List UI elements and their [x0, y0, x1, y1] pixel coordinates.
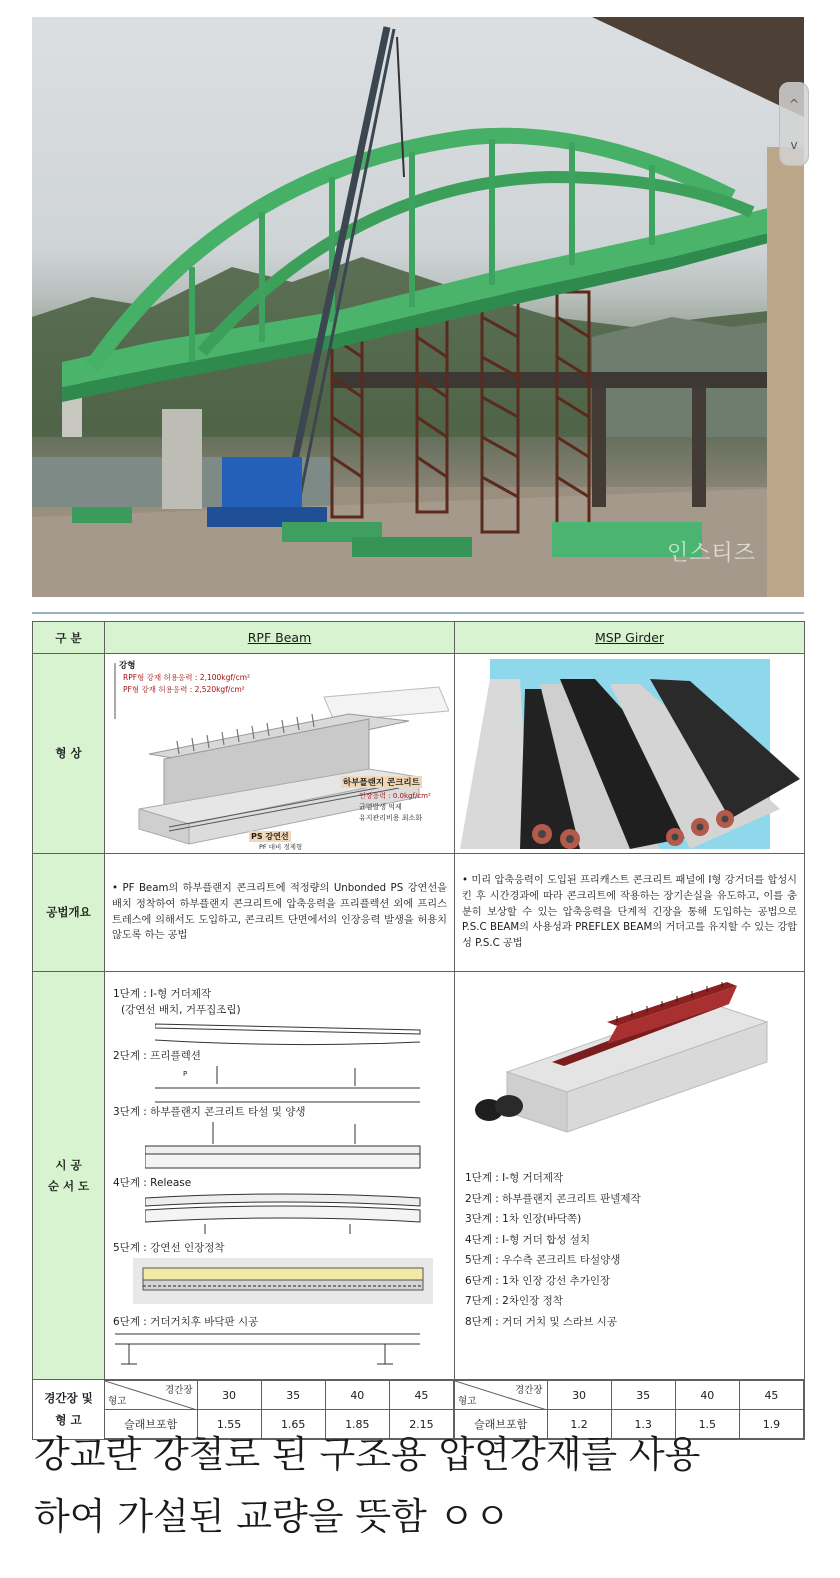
rpf-beam-figure	[109, 659, 449, 849]
msp-span-header-row	[455, 1381, 804, 1410]
rpf-note-line2: PF형 강재 허용응력 : 2,520kgf/cm²	[123, 684, 245, 694]
rpf-diag-top: 경간장	[164, 1385, 193, 1396]
rpf-note-tag: 강형	[119, 660, 136, 671]
rpf-step-2: 2단계 : 프리플렉션	[113, 1050, 201, 1062]
rpf-diag-bottom: 형고	[108, 1396, 127, 1407]
rpf-step-6: 6단계 : 거더거치후 바닥판 시공	[113, 1316, 259, 1328]
msp-step-5: 5단계 : 우수측 콘크리트 타설양생	[465, 1254, 621, 1266]
msp-step-6: 6단계 : 1차 인장 강선 추가인장	[465, 1274, 611, 1287]
rpf-step-1: 1단계 : I-형 거더제작	[113, 988, 212, 1000]
procedure-row	[33, 972, 805, 1380]
caption-line-2: 하여 가설된 교량을 뜻함 ㅇㅇ	[34, 1495, 510, 1538]
msp-step-8: 8단계 : 거더 거치 및 스라브 시공	[465, 1315, 617, 1328]
rpf-step-1-diagram	[155, 1020, 425, 1050]
rpf-step-1-sub: (강연선 배치, 거푸집조립)	[121, 1004, 241, 1016]
header-msp-label: MSP Girder	[594, 630, 665, 645]
rpf-method-text: • PF Beam의 하부플랜지 콘크리트에 적정량의 Unbonded PS 강연선을 배치 정착하여 하부플랜지 콘크리트에 압축응력을 프리플렉션 외에 프리스트레스에 의해서도 도입하고, 콘크리트 단면에서의 인장응력 발생을 허용치 않도록 하는 공법	[105, 854, 455, 972]
table-header-row	[33, 622, 805, 654]
rpf-note-line1: RPF형 강재 허용응력 : 2,100kgf/cm²	[123, 672, 251, 682]
rpf-span-diag-cell	[105, 1381, 197, 1410]
header-rpf	[105, 622, 455, 654]
rpf-span-35: 35	[261, 1381, 325, 1410]
comparison-table	[32, 621, 805, 1440]
shape-label: 형 상	[33, 654, 105, 854]
msp-diag-bottom: 형고	[458, 1396, 477, 1407]
rpf-step-4-diagram	[145, 1190, 425, 1235]
caption-line-1: 강교란 강철로 된 구조용 압연강재를 사용	[34, 1433, 701, 1476]
msp-height-35: 1.3	[611, 1410, 675, 1439]
rpf-height-label: 슬래브포함	[105, 1410, 197, 1439]
msp-step-7: 7단계 : 2차인장 정착	[465, 1295, 563, 1307]
msp-height-45: 1.9	[739, 1410, 803, 1439]
rpf-step-3: 3단계 : 하부플랜지 콘크리트 타설 및 양생	[113, 1106, 306, 1118]
header-msp	[455, 622, 805, 654]
msp-procedure-cell	[455, 972, 805, 1380]
msp-height-40: 1.5	[675, 1410, 739, 1439]
rpf-step-5-diagram	[133, 1258, 433, 1304]
rpf-step-2-diagram	[155, 1066, 425, 1106]
shape-row	[33, 654, 805, 854]
msp-method-text: • 미리 압축응력이 도입된 프리캐스트 콘크리트 패널에 I형 강거더를 합성시킨 후 시간경과에 따라 콘크리트에 작용하는 장기손실을 유도하고, 이를 충분히 보상할 수 있는 압축응력을 단계적 긴장을 통해 도입하는 공법으로 P.S.C BEAM의 사용성과 PREFLEX BEAM의 거더고를 유지할 수 있는 강합성 P.S.C 공법	[455, 854, 805, 972]
rpf-procedure-cell	[105, 972, 455, 1380]
msp-step-4: 4단계 : I-형 거더 합성 설치	[465, 1233, 591, 1246]
scroll-down-icon[interactable]: v	[790, 137, 798, 152]
rpf-span-header-row	[105, 1381, 454, 1410]
msp-step-1: 1단계 : I-형 거더제작	[465, 1172, 564, 1184]
scroll-up-icon[interactable]: ^	[788, 96, 800, 111]
rpf-lower-title: 하부플랜지 콘크리트	[343, 777, 420, 788]
msp-step-list	[465, 1168, 641, 1332]
span-label-line2: 형 고	[55, 1412, 82, 1427]
rpf-span-30: 30	[197, 1381, 261, 1410]
header-category: 구 분	[33, 622, 105, 654]
rpf-step-5: 5단계 : 강연선 인장정착	[113, 1242, 225, 1254]
rpf-height-35: 1.65	[261, 1410, 325, 1439]
msp-girder-drawing	[460, 659, 800, 849]
msp-diag-top: 경간장	[514, 1385, 543, 1396]
bridge-illustration	[32, 17, 804, 597]
document-rule	[32, 612, 804, 614]
msp-span-30: 30	[547, 1381, 611, 1410]
rpf-step-3-diagram	[145, 1122, 425, 1172]
scroll-control[interactable]	[779, 82, 809, 166]
span-label-line1: 경간장 및	[44, 1390, 93, 1405]
msp-step-3: 3단계 : 1차 인장(바닥쪽)	[465, 1213, 582, 1225]
method-row	[33, 854, 805, 972]
rpf-height-45: 2.15	[389, 1410, 453, 1439]
post-caption	[34, 1424, 824, 1548]
rpf-height-40: 1.85	[325, 1410, 389, 1439]
rpf-ps-title: PS 강연선	[251, 831, 289, 841]
method-label: 공법개요	[33, 854, 105, 972]
msp-span-45: 45	[739, 1381, 803, 1410]
rpf-span-40: 40	[325, 1381, 389, 1410]
rpf-shape-cell	[105, 654, 455, 854]
msp-girder-3d-drawing	[467, 982, 777, 1152]
watermark-text: 인스티즈	[666, 541, 756, 566]
msp-span-40: 40	[675, 1381, 739, 1410]
msp-height-label: 슬래브포함	[455, 1410, 547, 1439]
msp-step-2: 2단계 : 하부플랜지 콘크리트 판넬제작	[465, 1192, 641, 1205]
procedure-label	[33, 972, 105, 1380]
bridge-photo	[32, 17, 804, 597]
rpf-step-6-diagram	[115, 1330, 425, 1370]
msp-span-35: 35	[611, 1381, 675, 1410]
msp-span-diag-cell	[455, 1381, 547, 1410]
msp-shape-cell	[455, 654, 805, 854]
rpf-load-mark-1: P	[183, 1070, 188, 1078]
procedure-label-line2: 순 서 도	[47, 1178, 90, 1193]
rpf-ps-sub: PF 대비 경제형	[259, 842, 303, 851]
rpf-step-4: 4단계 : Release	[113, 1177, 192, 1189]
rpf-height-30: 1.55	[197, 1410, 261, 1439]
rpf-lower-line3: 유지관리비용 최소화	[359, 813, 423, 822]
procedure-label-line1: 시 공	[55, 1157, 82, 1172]
header-rpf-label: RPF Beam	[247, 630, 312, 645]
rpf-lower-line2: 균열발생 억제	[359, 802, 402, 811]
msp-height-30: 1.2	[547, 1410, 611, 1439]
rpf-lower-line1: 인장응력 : 0.0kgf/cm²	[359, 791, 431, 800]
rpf-span-45: 45	[389, 1381, 453, 1410]
